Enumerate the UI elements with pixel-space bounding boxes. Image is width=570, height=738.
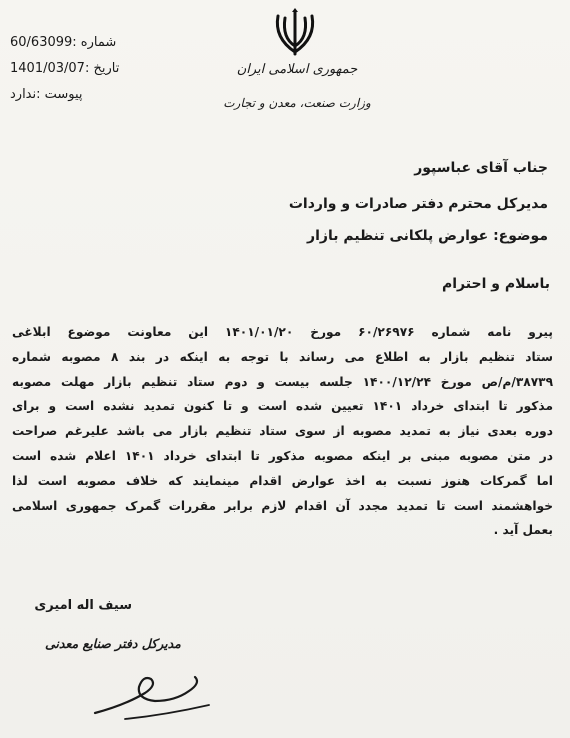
letter-date: تاریخ :1401/03/07 — [10, 61, 120, 76]
letter-attachment: پیوست :ندارد — [10, 87, 83, 102]
subject-line: موضوع: عوارض پلکانی تنظیم بازار — [307, 228, 548, 244]
letter-meta — [10, 30, 160, 108]
letterhead-ministry: وزارت صنعت، معدن و تجارت — [223, 96, 371, 110]
recipient-block — [128, 150, 548, 222]
letter-number: شماره :60/63099 — [10, 35, 117, 50]
signer-name: سیف اله امیری — [34, 598, 132, 613]
recipient-title: مدیرکل محترم دفتر صادرات و واردات — [288, 196, 548, 212]
greeting: باسلام و احترام — [442, 276, 550, 292]
letter-body — [12, 320, 553, 543]
body-line: ۳۸۷۳۹/م/ص مورخ ۱۴۰۰/۱۲/۲۴ جلسه بیست و دوم ستاد تنظیم بازار مهلت مصوبه — [12, 374, 553, 389]
recipient-name: جناب آقای عباسپور — [414, 160, 548, 176]
body-line: بعمل آید . — [493, 523, 553, 538]
body-line: دوره بعدی نیاز به تمدید مصوبه از سوی ستاد تنظیم بازار می باشد علیرغم صراحت — [12, 424, 553, 439]
handwritten-signature — [85, 665, 225, 725]
body-line: اما گمرکات هنوز نسبت به اخذ عوارض اقدام مینمایند که خلاف مصوبه است لذا — [12, 473, 553, 488]
body-line: ستاد تنظیم بازار به اطلاع می رساند با توجه به اینکه در بند ۸ مصوبه شماره — [12, 349, 553, 364]
body-line: در متن مصوبه مبنی بر اینکه مصوبه مذکور تا ابتدای خرداد ۱۴۰۱ اعلام شده است — [12, 448, 553, 463]
body-line: پیرو نامه شماره ۶۰/۲۶۹۷۶ مورخ ۱۴۰۱/۰۱/۲۰ این معاونت موضوع ابلاغی — [12, 325, 553, 339]
body-line: مذکور تا ابتدای خرداد ۱۴۰۱ تعیین شده است و تا کنون تمدید نشده است و برای — [12, 399, 553, 414]
letterhead-country: جمهوری اسلامی ایران — [236, 62, 358, 77]
body-line: خواهشمند است تا تمدید مجدد آن اقدام لازم برابر مقررات گمرک جمهوری اسلامی — [12, 498, 553, 513]
signer-title: مدیرکل دفتر صنایع معدنی — [45, 636, 181, 651]
iran-emblem-icon — [270, 8, 320, 60]
